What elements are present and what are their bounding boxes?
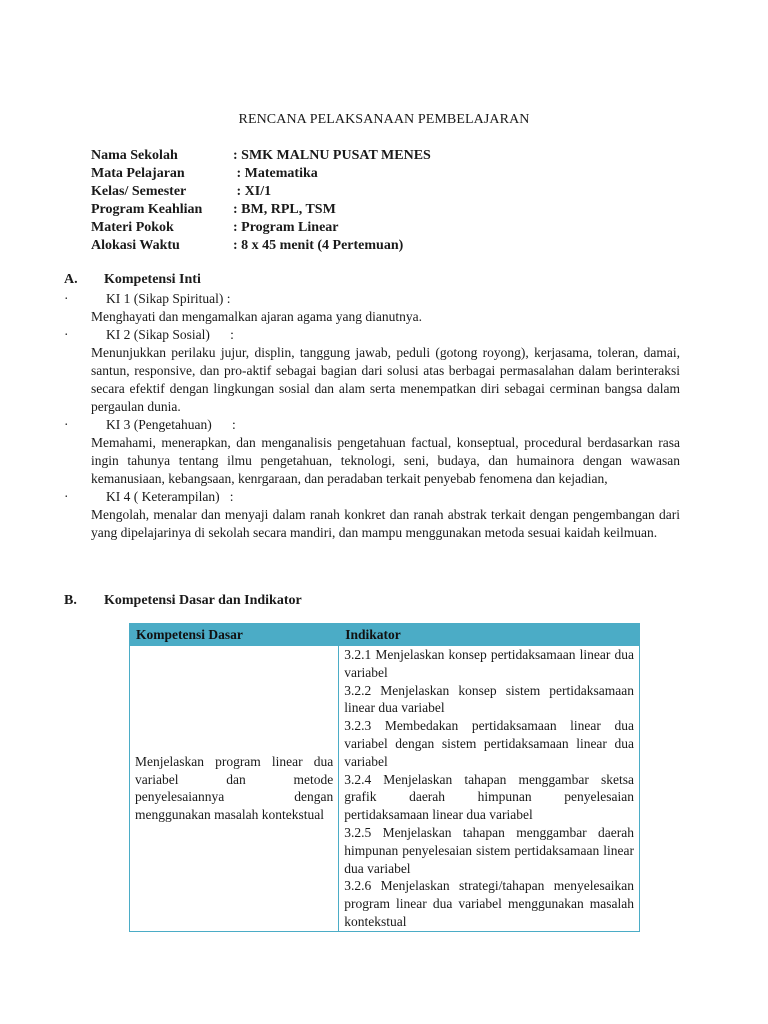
section-number: A. [64,272,78,287]
table-header-row [130,624,640,646]
section-b-heading [64,593,302,609]
meta-row-class [91,183,431,201]
ki-heading: KI 2 (Sikap Sosial) : [106,327,234,342]
indicator-item: 3.2.5 Menjelaskan tahapan menggambar daerah himpunan penyelesaian sistem pertidaksamaan linear dua variabel [344,824,634,876]
ki-item [64,416,680,488]
section-title: Kompetensi Dasar dan Indikator [104,593,302,608]
section-number: B. [64,593,77,608]
meta-row-school [91,147,431,165]
bullet: · [64,327,69,342]
meta-value: : 8 x 45 menit (4 Pertemuan) [233,238,404,253]
meta-row-time [91,237,431,255]
column-header: Indikator [339,624,640,646]
identity-block [91,147,431,255]
meta-label: Program Keahlian [91,202,203,217]
core-competence-list [64,290,680,542]
ki-heading: KI 4 ( Keterampilan) : [106,489,234,504]
meta-label: Materi Pokok [91,220,174,235]
meta-value: : Matematika [233,166,318,181]
ki-heading: KI 1 (Sikap Spiritual) : [106,291,231,306]
indicator-cell [339,646,640,932]
competence-table [129,623,640,932]
ki-item [64,326,680,416]
table-row [130,646,640,932]
meta-label: Mata Pelajaran [91,166,185,181]
basic-competence-cell: Menjelaskan program linear dua variabel dan metode penyelesaiannya dengan menggunakan masalah kontekstual [130,646,339,932]
section-title: Kompetensi Inti [104,272,201,287]
ki-text: Menunjukkan perilaku jujur, displin, tanggung jawab, peduli (gotong royong), kerjasama, toleran, damai, santun, responsive, dan pro-aktif sebagai bagian dari solusi atas berbagai permasalahan dalam berinteraksi secara efektif dengan lingkungan sosial dan alam serta menempatkan diri sebagai cerminan bangsa dalam pergaulan dunia. [91,345,680,414]
indicator-item: 3.2.2 Menjelaskan konsep sistem pertidaksamaan linear dua variabel [344,682,634,716]
indicator-item: 3.2.4 Menjelaskan tahapan menggambar sketsa grafik daerah himpunan penyelesaian pertidaksamaan linear dua variabel [344,771,634,823]
meta-value: : BM, RPL, TSM [233,202,336,217]
indicator-item: 3.2.6 Menjelaskan strategi/tahapan menyelesaikan program linear dua variabel menggunakan masalah kontekstual [344,878,634,929]
meta-value: : XI/1 [233,184,272,199]
bullet: · [64,417,69,432]
bullet: · [64,489,69,504]
meta-row-subject [91,165,431,183]
meta-label: Nama Sekolah [91,148,178,163]
meta-label: Alokasi Waktu [91,238,180,253]
meta-value: : SMK MALNU PUSAT MENES [233,148,431,163]
section-a-heading [64,272,201,288]
ki-item [64,290,680,326]
meta-row-program [91,201,431,219]
ki-heading: KI 3 (Pengetahuan) : [106,417,236,432]
indicator-item: 3.2.3 Membedakan pertidaksamaan linear dua variabel dengan sistem pertidaksamaan linear dua variabel [344,718,634,769]
ki-item [64,488,680,542]
meta-label: Kelas/ Semester [91,184,187,199]
indicator-item: 3.2.1 Menjelaskan konsep pertidaksamaan linear dua variabel [344,647,634,680]
ki-text: Mengolah, menalar dan menyaji dalam ranah konkret dan ranah abstrak terkait dengan pengembangan dari yang dipelajarinya di sekolah secara mandiri, dan mampu menggunakan metoda sesuai kaidah keilmuan. [91,507,680,540]
meta-value: : Program Linear [233,220,339,235]
ki-text: Memahami, menerapkan, dan menganalisis pengetahuan factual, konseptual, procedural berdasarkan rasa ingin tahunya tentang ilmu pengetahuan, teknologi, seni, budaya, dan humainora dengan wawasan kemanusiaan, kebangsaan, kenrgaraan, dan peradaban terkait penyebab fenomena dan kejadian, [91,435,680,486]
ki-text: Menghayati dan mengamalkan ajaran agama yang dianutnya. [91,309,422,324]
column-header: Kompetensi Dasar [130,624,339,646]
document-title: RENCANA PELAKSANAAN PEMBELAJARAN [238,112,530,127]
bullet: · [64,291,69,306]
meta-row-topic [91,219,431,237]
